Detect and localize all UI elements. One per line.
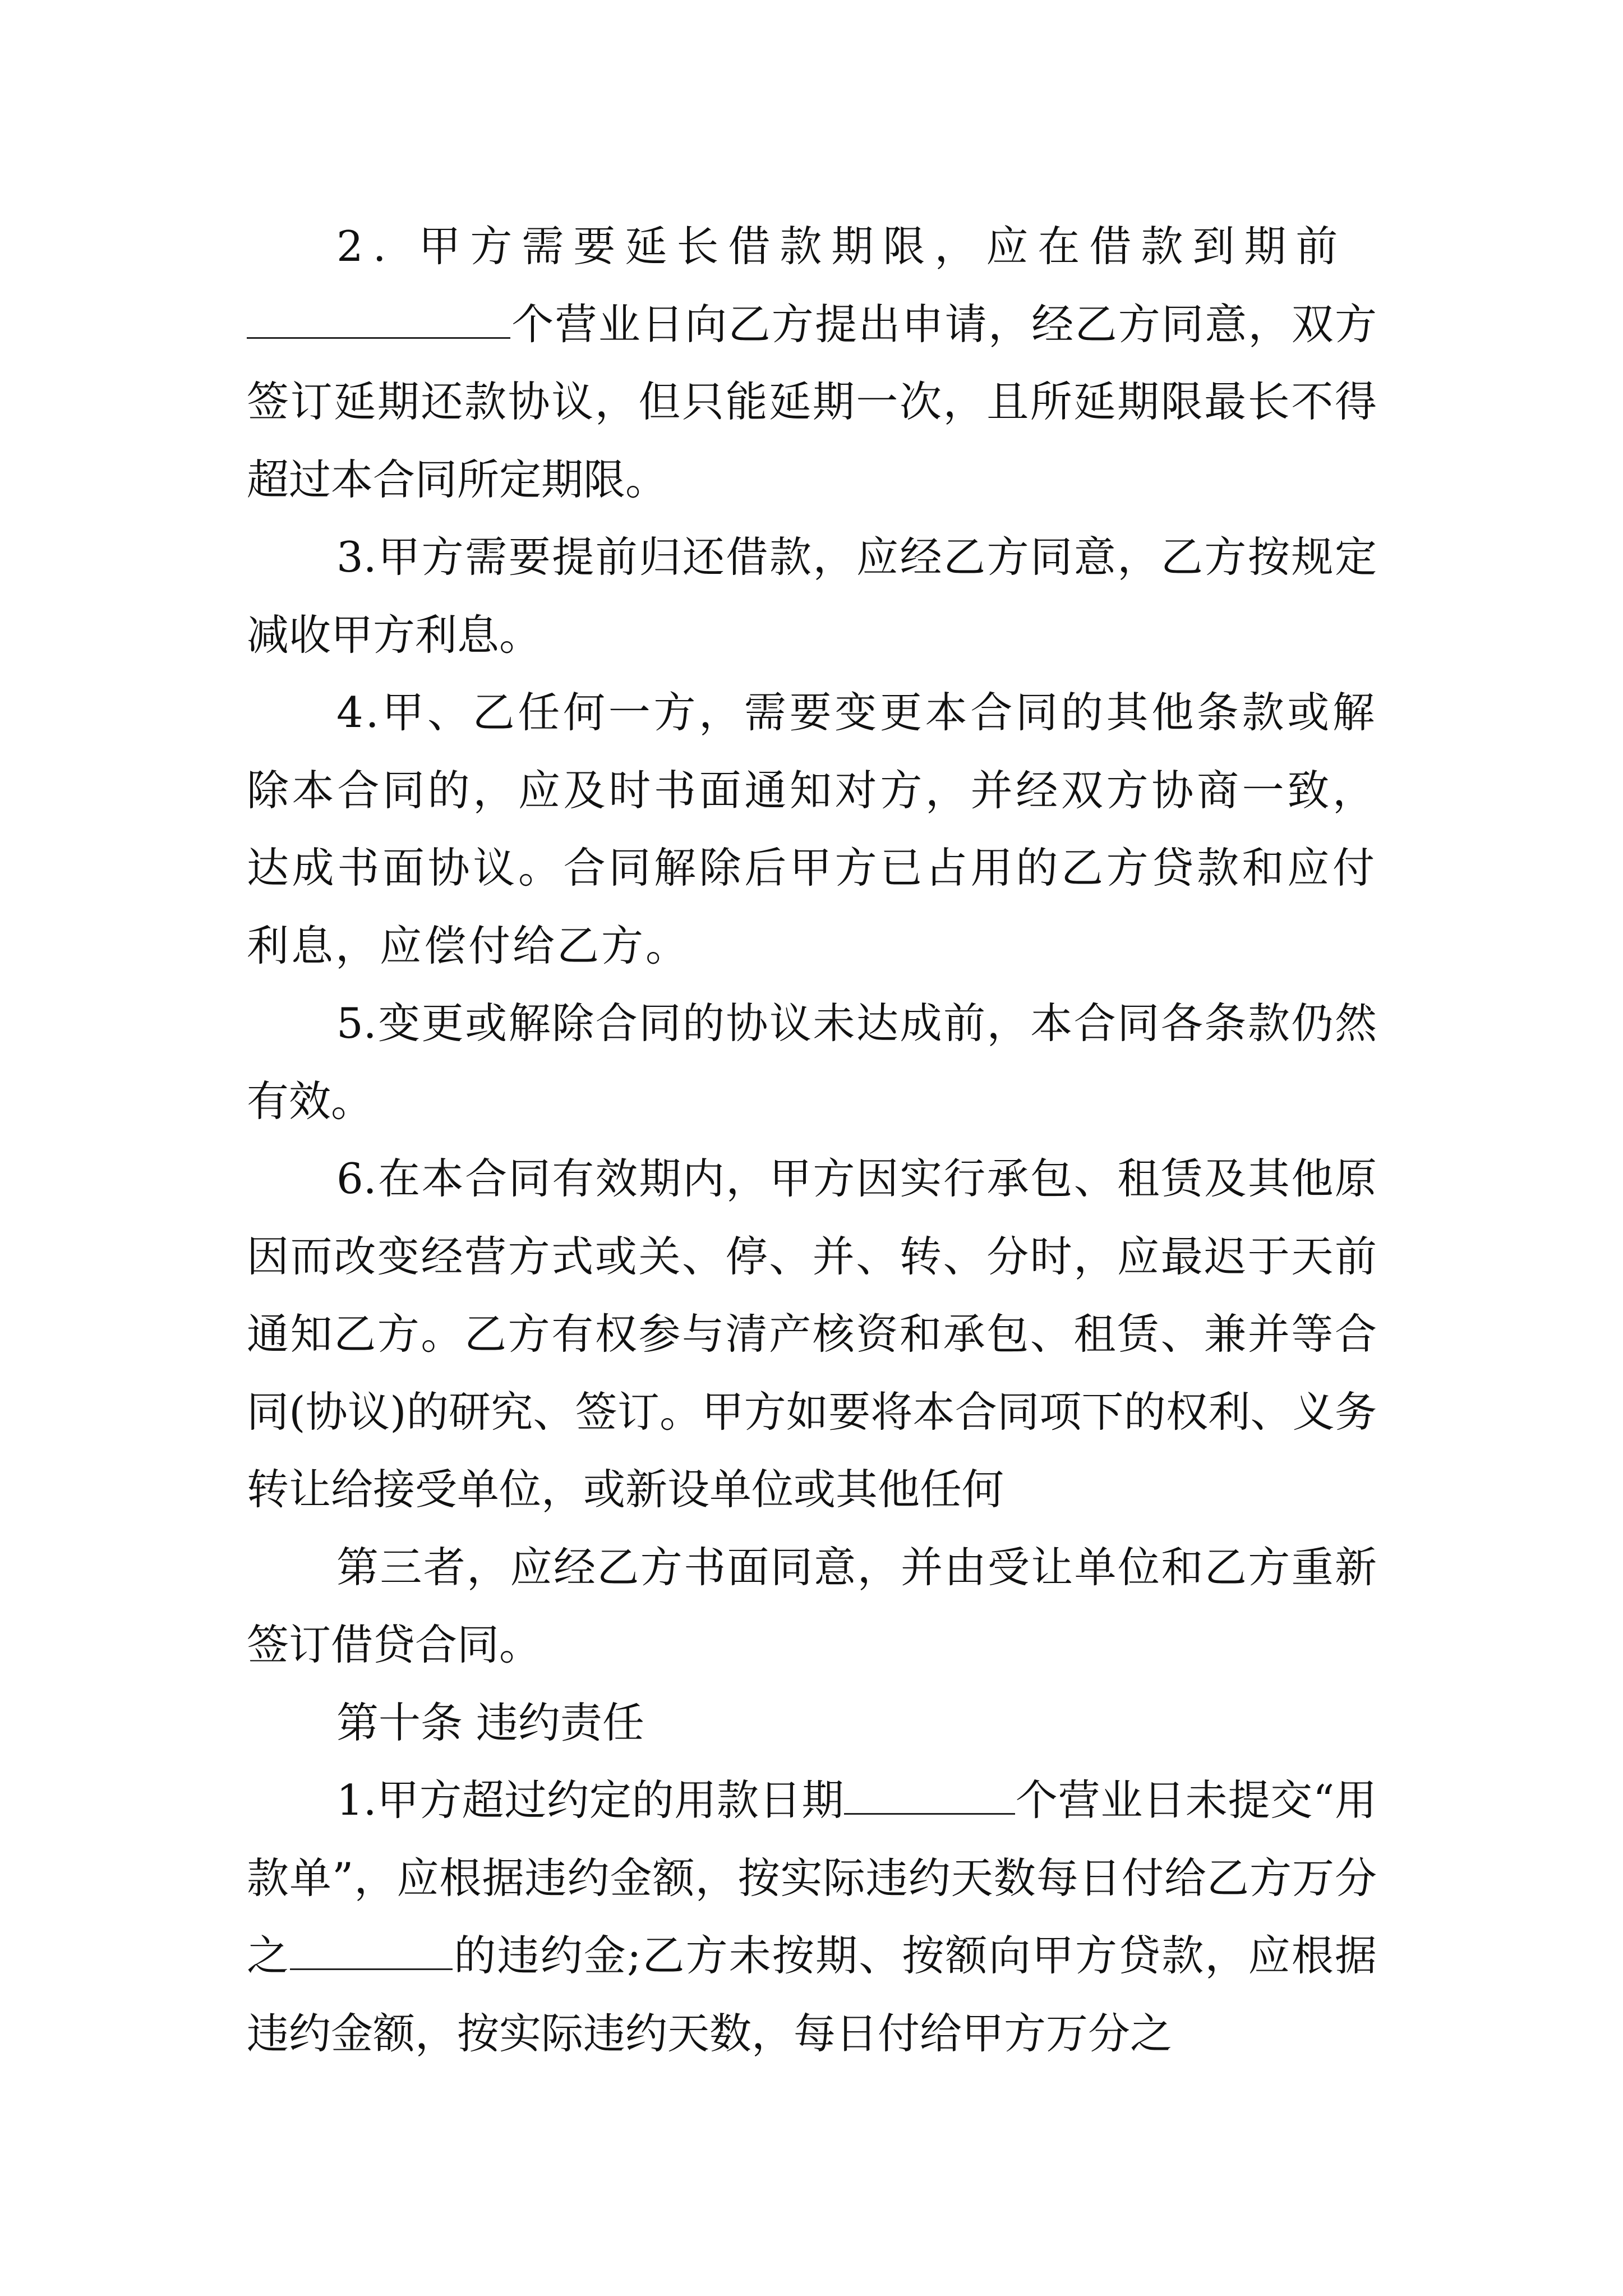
fill-blank-penalty-rate: [290, 1929, 453, 1970]
clause-6-continued: 第三者，应经乙方书面同意，并由受让单位和乙方重新签订借贷合同。: [247, 1542, 1377, 1669]
fill-blank-overdue-days: [844, 1773, 1015, 1815]
clause-2-continuation: [247, 286, 1377, 519]
clause-5: 5.变更或解除合同的协议未达成前，本合同各条款仍然有效。: [247, 999, 1377, 1126]
clause-10-1-part1: 1.甲方超过约定的用款日期: [336, 1775, 845, 1825]
clause-2-line1: 2. 甲方需要延长借款期限，应在借款到期前: [336, 222, 1348, 271]
clause-2-first-line: [247, 208, 1377, 286]
clause-10-1-part3: 的违约金;乙方未按期、按额向甲方贷款，应根据违约金额，按实际违约天数，每日付给甲方万分之: [247, 1931, 1377, 2058]
fill-blank-business-days: [247, 297, 510, 338]
document-body: [247, 208, 1377, 2072]
article-10-heading: 第十条 违约责任: [336, 1697, 644, 1747]
clause-3: 3.甲方需要提前归还借款，应经乙方同意，乙方按规定减收甲方利息。: [247, 532, 1377, 660]
clause-2-line2: 个营业日向乙方提出申请，经乙方同意，双方签订延期还款协议，但只能延期一次，且所延期限最长不得超过本合同所定期限。: [247, 299, 1377, 504]
clause-10-1-part2: 个营业日未提交“用款单”，应根据违约金额，按实际违约天数每日付给乙方万分之: [247, 1775, 1377, 1980]
clause-4: 4.甲、乙任何一方，需要变更本合同的其他条款或解除本合同的，应及时书面通知对方，并经双方协商一致，达成书面协议。合同解除后甲方已占用的乙方贷款和应付利息，应偿付给乙方。: [247, 688, 1377, 970]
clause-10-1: [247, 1761, 1377, 2072]
clause-6: 6.在本合同有效期内，甲方因实行承包、租赁及其他原因而改变经营方式或关、停、并、转、分时，应最迟于天前通知乙方。乙方有权参与清产核资和承包、租赁、兼并等合同(协议)的研究、签订。甲方如要将本合同项下的权利、义务转让给接受单位，或新设单位或其他任何: [247, 1154, 1377, 1514]
